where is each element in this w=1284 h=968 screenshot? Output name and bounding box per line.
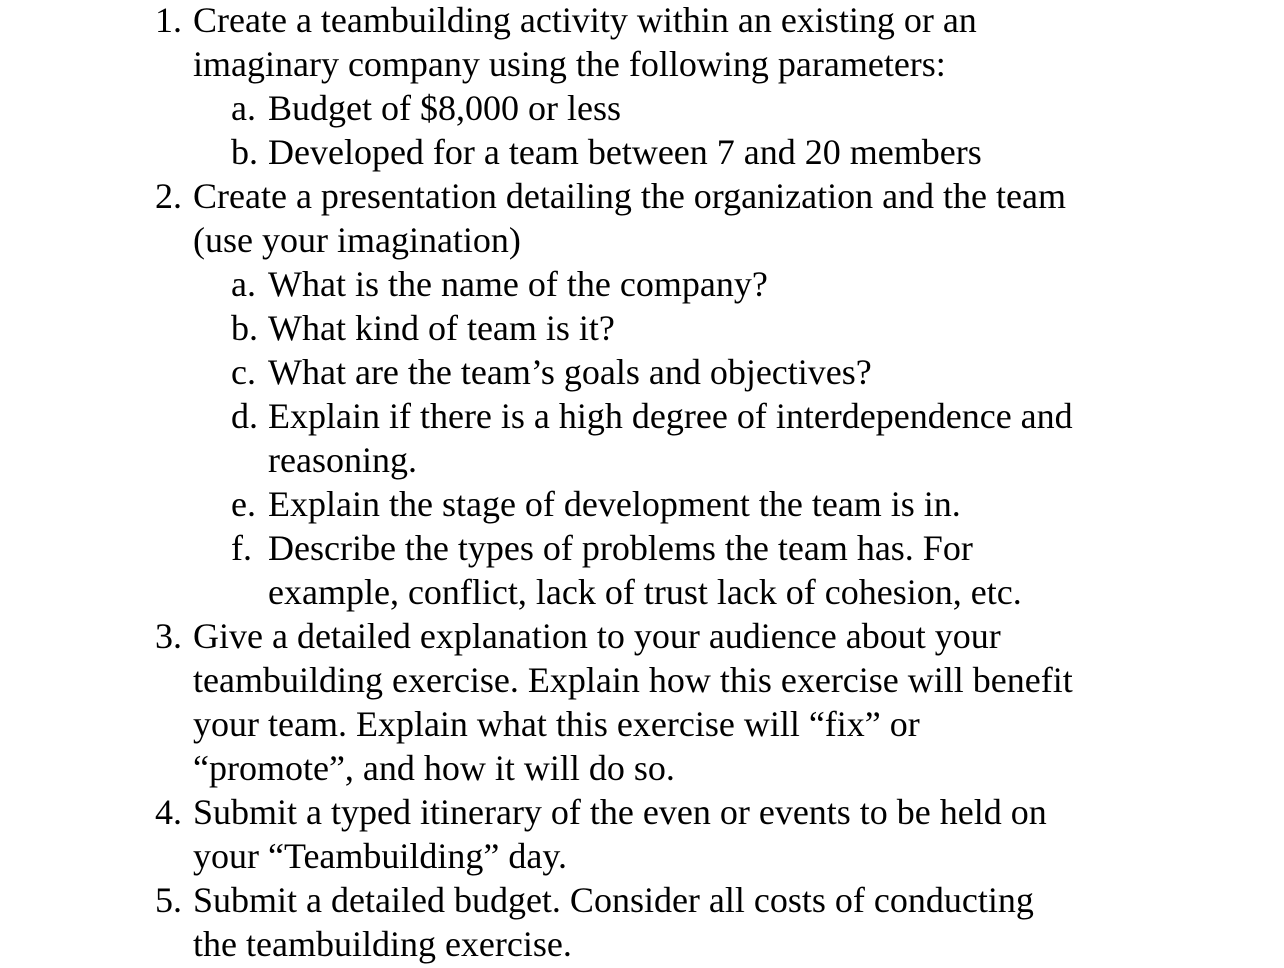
item-4-text-line-1: Submit a typed itinerary of the even or events to be held on <box>193 792 1047 832</box>
item-1a-text: Budget of $8,000 or less <box>268 88 621 128</box>
item-2e-text: Explain the stage of development the team is in. <box>268 484 961 524</box>
item-2-text-line-1: Create a presentation detailing the organization and the team <box>193 176 1066 216</box>
item-2c-text: What are the team’s goals and objectives? <box>268 352 872 392</box>
item-2b-text: What kind of team is it? <box>268 308 615 348</box>
item-3-text-line-2: teambuilding exercise. Explain how this exercise will benefit <box>193 660 1073 700</box>
item-2d-text-line-1: Explain if there is a high degree of interdependence and <box>268 396 1073 436</box>
item-2f-text-line-1: Describe the types of problems the team has. For <box>268 528 973 568</box>
item-4-text-line-2: your “Teambuilding” day. <box>193 836 568 876</box>
item-3-number: 3. <box>155 616 182 656</box>
item-3-text-line-4: “promote”, and how it will do so. <box>193 748 675 788</box>
item-5-text-line-1: Submit a detailed budget. Consider all costs of conducting <box>193 880 1034 920</box>
item-3-text-line-1: Give a detailed explanation to your audience about your <box>193 616 1001 656</box>
item-2e-letter: e. <box>231 484 256 524</box>
item-2f-letter: f. <box>231 528 252 568</box>
item-2d-text-line-2: reasoning. <box>268 440 417 480</box>
item-2f-text-line-2: example, conflict, lack of trust lack of cohesion, etc. <box>268 572 1022 612</box>
item-2-number: 2. <box>155 176 182 216</box>
item-5-number: 5. <box>155 880 182 920</box>
item-3-text-line-3: your team. Explain what this exercise will “fix” or <box>193 704 920 744</box>
item-2d-letter: d. <box>231 396 258 436</box>
item-2b-letter: b. <box>231 308 258 348</box>
item-1a-letter: a. <box>231 88 256 128</box>
item-1b-letter: b. <box>231 132 258 172</box>
item-2-text-line-2: (use your imagination) <box>193 220 521 260</box>
item-1b-text: Developed for a team between 7 and 20 members <box>268 132 982 172</box>
item-1-text-line-1: Create a teambuilding activity within an existing or an <box>193 0 977 40</box>
item-1-number: 1. <box>155 0 182 40</box>
item-2a-letter: a. <box>231 264 256 304</box>
item-4-number: 4. <box>155 792 182 832</box>
item-2c-letter: c. <box>231 352 256 392</box>
item-5-text-line-2: the teambuilding exercise. <box>193 924 572 964</box>
item-1-text-line-2: imaginary company using the following parameters: <box>193 44 946 84</box>
item-2a-text: What is the name of the company? <box>268 264 768 304</box>
